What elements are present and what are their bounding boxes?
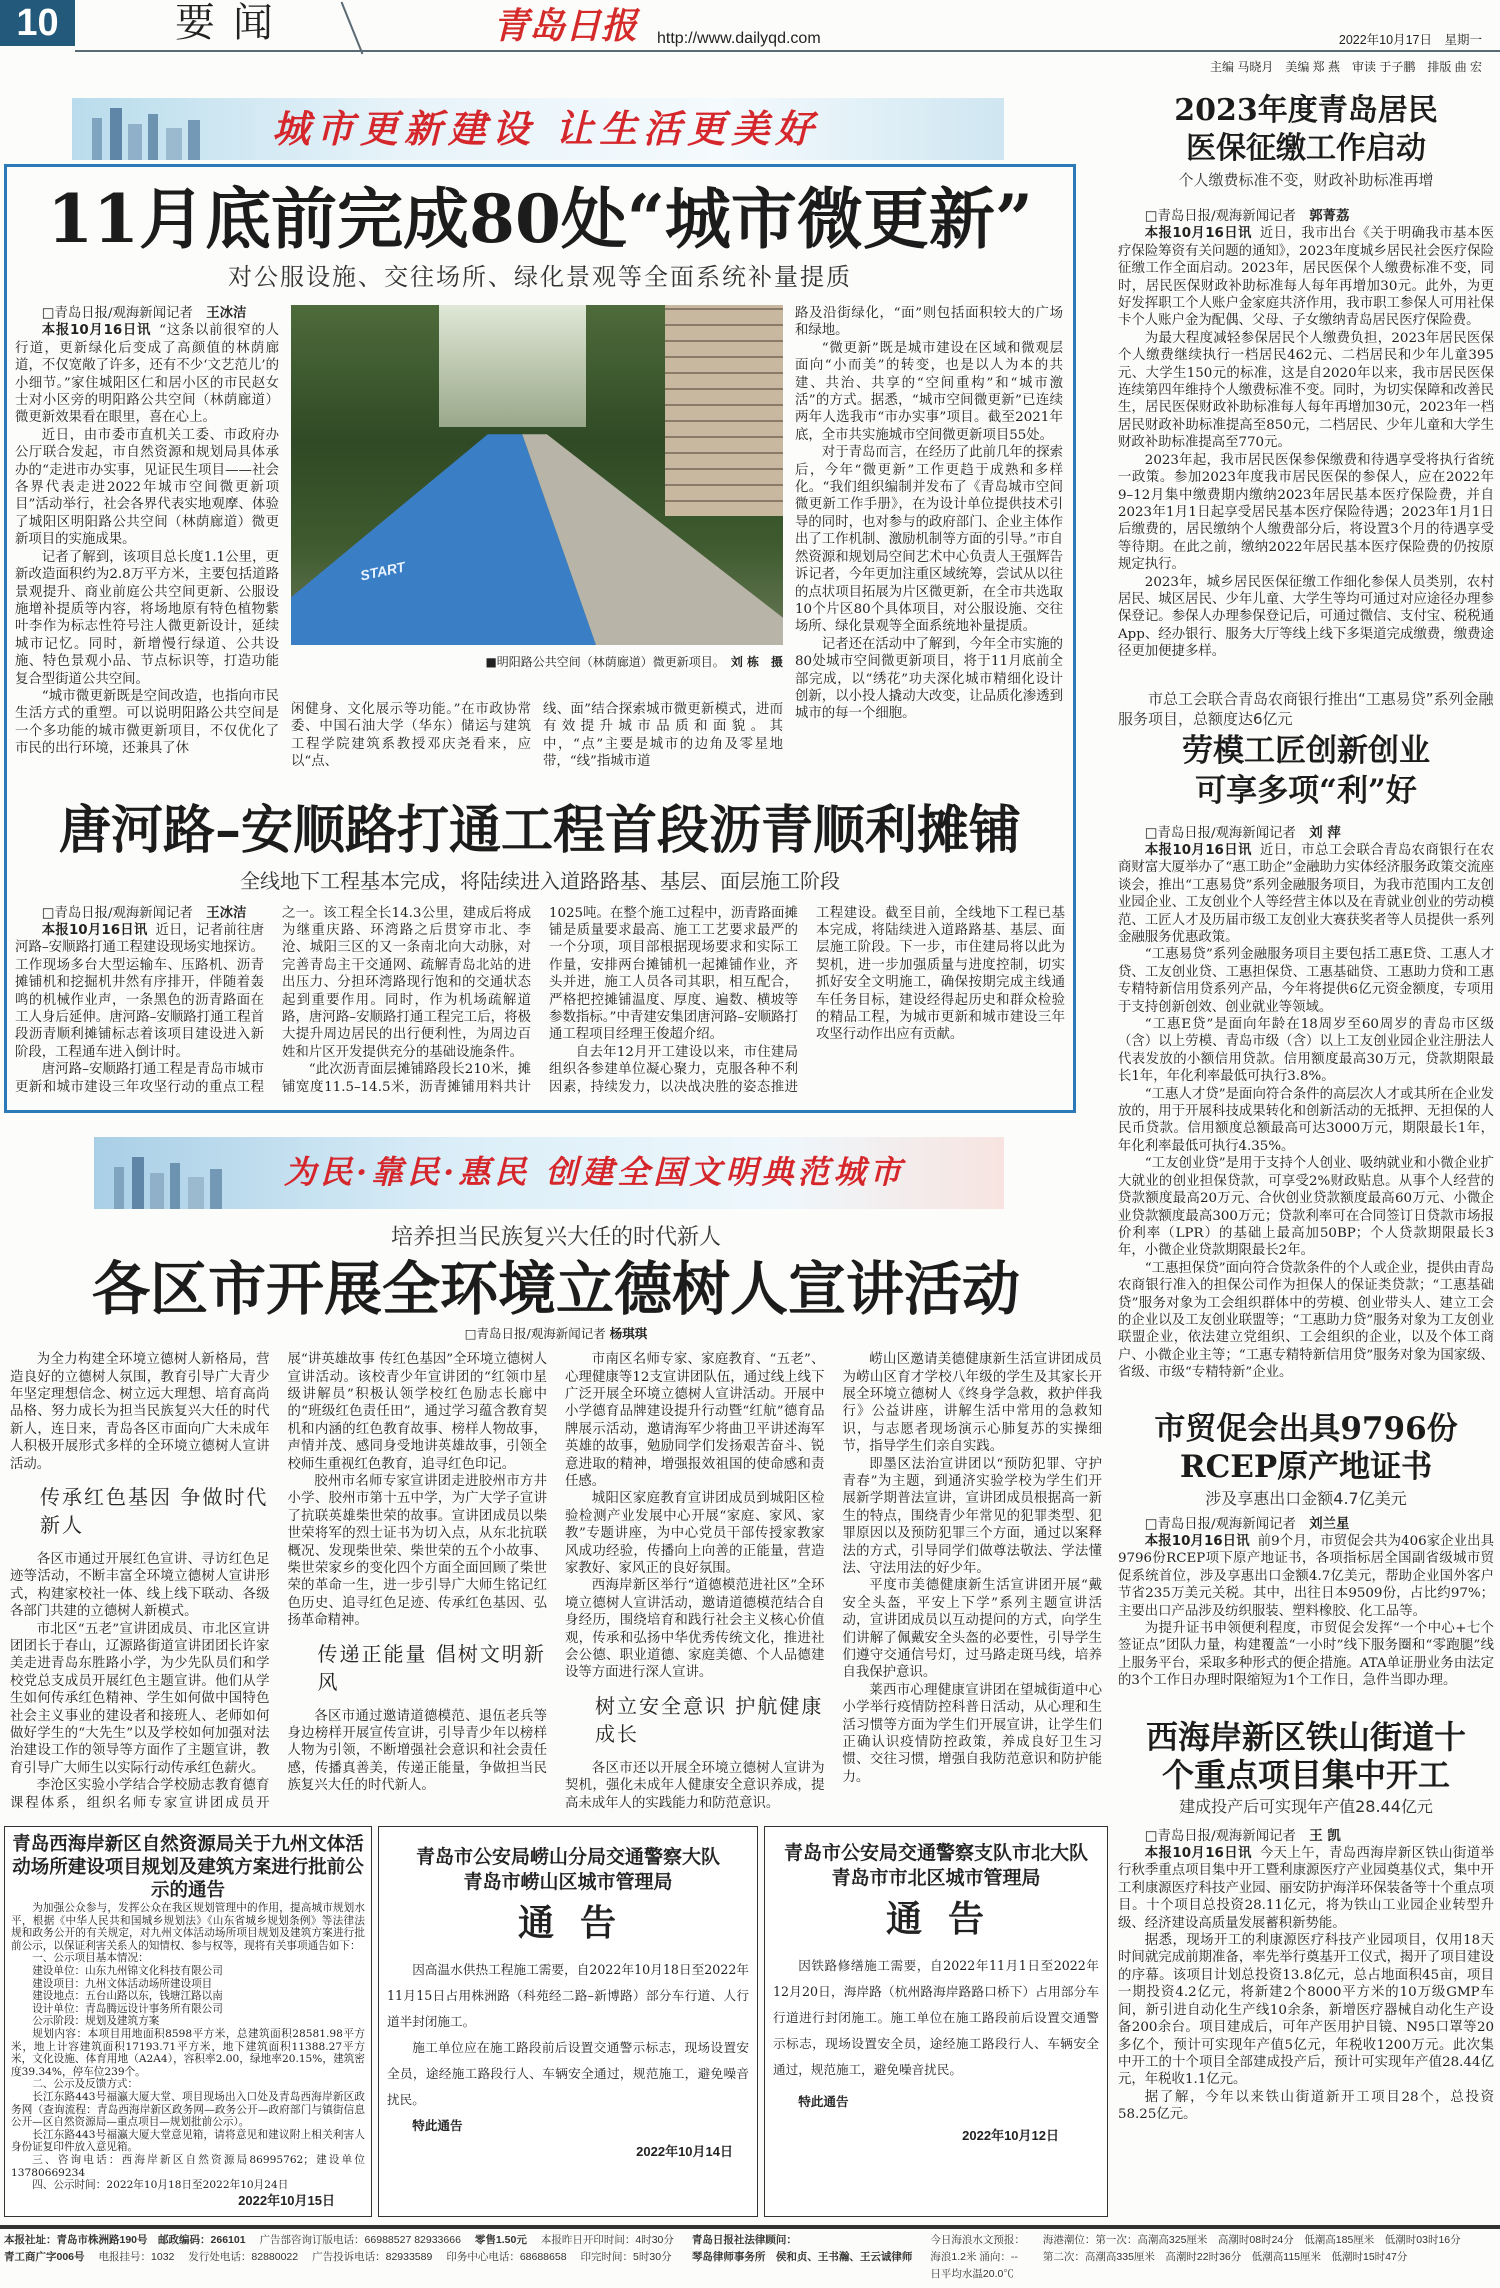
skyline-graphic [82,108,242,160]
footer-print-end: 印完时间：5时30分 [580,2250,672,2263]
sidebar-body [1118,946,1494,1381]
lead-text: 近日，市总工会联合青岛农商银行在农商财富大厦举办了“惠工助企”金融助力实体经济服务政策交流座谈会，推出“工惠易贷”系列金融服务项目，为我市范围内工友创业园企业、工友创业个人等经营主体以及在青就业创业的劳动模范、工匠人才及历届市级工友创业大赛获奖者等人员提供一系列金融服务优惠政策。 [1118,842,1494,945]
notice-closing: 特此通告 [798,2094,849,2110]
reporter-name: 王冰洁 [206,305,247,321]
paragraph: 线、面”结合探索城市微更新模式，进而有效提升城市品质和面貌。其中，“点”主要是城市的边角及零星地带，“线”指城市道 [543,702,783,770]
paragraph: 闲健身、文化展示等功能。”在市政协常委、中国石油大学（华东）储运与建筑工程学院建筑系教授邓庆尧看来，应以“点、 [291,702,531,770]
byline-prefix: □青岛日报/观海新闻记者 [1144,1516,1296,1532]
reporter-name: 刘兰星 [1309,1515,1350,1532]
sidebar-subtitle: 涉及享惠出口金额4.7亿美元 [1205,1488,1407,1508]
footer-water-temp: 日平均水温20.0℃ [930,2267,1014,2280]
paragraph: 市南区名师专家、家庭教育、“五老”、心理健康等12支宣讲团队伍，通过线上线下广泛开展全环境立德树人宣讲活动。开展中小学德育品牌建设提升行动暨“红航”德育品牌展示活动，邀请海军少将曲卫平讲述海军英雄的故事，勉励同学们发扬艰苦奋斗、锐意进取的精神，增强报效祖国的使命感和责任感。 [565,1352,825,1489]
lead-paragraph [15,322,279,426]
lead-paragraph [1118,842,1494,946]
dateline: 本报10月16日讯 [1144,1533,1250,1549]
photo-credit: 刘 栋 摄 [730,655,783,669]
main-article-photo-col [291,305,783,771]
sidebar-body [1118,1620,1494,1690]
masthead-divider [341,2,364,55]
paragraph: 三、咨询电话：西海岸新区自然资源局86995762；建设单位13780669234 [11,2153,365,2179]
paragraph: 记者了解到，该项目总长度1.1公里，更新改造面积约为2.8万平方米，主要包括道路景观提升、商业前庭公共空间更新、公服设施增补提质等内容，将场地原有特色植物紫叶李作为标志性符号注人微更新设计，延续城市记忆。同时，新增慢行绿道、公共设施、特色景观小品、节点标识等，打造功能复合型街道公共空间。 [15,549,279,687]
paragraph: 四、公示时间：2022年10月18日至2022年10月24日 [32,2179,289,2192]
col1-body [15,427,279,758]
sidebar-article-rcep [1118,1410,1494,1690]
paragraph: 建设单位：山东九州锦文化科技有限公司 [32,1965,223,1977]
byline-prefix: □青岛日报/观海新闻记者 [1144,1828,1296,1844]
notice-issuer: 青岛市崂山区城市管理局 [463,1871,673,1894]
road-subtitle: 全线地下工程基本完成，将陆续进入道路路基、基层、面层施工阶段 [240,868,840,893]
section-subheading: 传承红色基因 争做时代新人 [40,1484,269,1537]
paragraph: 市北区“五老”宣讲团成员、市北区宣讲团团长于春山，辽源路街道宣讲团团长许家美走进青岛东胜路小学，为少先队员们和学校党总支成员开展红色主题宣讲。他们从学生如何传承红色精神、学生如何做中国特色社会主义事业的建设者和接班人、老师如何做好学生的“大先生”以及学校如何加强对法治建设工作的领导等方面作了主题宣讲，教育引导广大师生以实际行动传承红色薪火。 [10,1621,270,1776]
paragraph: 长江东路443号福瀛大厦大堂、项目现场出入口处及青岛西海岸新区政务网（查询流程：青岛西海岸新区政务网—政务公开—政府部门与镇街信息公开—区自然资源局—重点项目—规划批前公示）。 [11,2090,365,2129]
notice-title: 通告 [885,1899,1010,1941]
paragraph: 即墨区法治宣讲团以“预防犯罪、守护青春”为主题，到通济实验学校为学生们开展新学期普法宣讲，宣讲团成员根据高一新生的特点，围绕青少年常见的犯罪类型、犯罪原因以及预防犯罪三个方面，通过以案释法的方式，引导同学们做尊法敬法、学法懂法、守法用法的好少年。 [842,1456,1102,1576]
section-subheading: 传递正能量 倡树文明新风 [317,1641,546,1694]
byline-prefix: □青岛日报/观海新闻记者 [41,306,193,321]
paragraph: 2023年，城乡居民医保征缴工作细化参保人员类别，农村居民、城区居民、少年儿童、大学生等均可通过对应途径办理参保登记。参保人办理参保登记后，可通过微信、支付宝、税税通App、经办银行、服务大厅等线上线下多渠道完成缴费，缴费途径更加便捷多样。 [1118,574,1494,660]
sidebar-article-medical-insurance [1118,92,1494,661]
masthead-rule [75,0,1500,52]
byline [4,1325,1108,1343]
education-body [4,1351,1108,1812]
footer-row [4,2250,674,2265]
byline [15,905,264,922]
sidebar-headline: 市贸促会出具9796份RCEP原产地证书 [1154,1410,1458,1485]
notice-issuer: 青岛市公安局崂山分局交通警察大队 [415,1846,720,1869]
paragraph: 为加强公众参与，发挥公众在我区规划管理中的作用，提高城市规划水平，根据《中华人民共和国城乡规划法》《山东省城乡规划条例》等法律法规和政务公开的有关规定，对九州文体活动场所项目规划及建筑方案进行批前公示，以保证利害关系人的知情权、参与权等，现将有关事项通告如下： [11,1902,365,1952]
notice-body [387,1957,749,2113]
paragraph: 近日，由市委市直机关工委、市政府办公厅联合发起，市自然资源和规划局具体承办的“走进市办实事，见证民生项目——社会各界代表走进2022年城市空间微更新项目”活动举行，社会各界代表实地观摩、体验了城阳区明阳路公共空间（林荫廊道）微更新项目的实施成果。 [15,427,279,548]
byline-prefix: □青岛日报/观海新闻记者 [41,905,193,921]
reporter-name: 郭菁荔 [1309,208,1350,224]
notice-date: 2022年10月15日 [238,2192,335,2208]
paragraph: 崂山区邀请美德健康新生活宣讲团成员为崂山区育才学校八年级的学生及其家长开展全环境立德树人《终身学急救，救护伴我行》公益讲座，讲解生活中常用的急救知识，与志愿者现场演示心肺复苏的实操细节，指导学生们亲自实践。 [842,1352,1102,1455]
footer [0,2225,1500,2288]
photo-caption [291,653,783,671]
paragraph: “工惠易贷”系列金融服务项目主要包括工惠E贷、工惠人才贷、工友创业贷、工惠担保贷、工惠基础贷、工惠助力贷和工惠专精特新信用贷系列产品，今年将提供6亿元资金额度，专项用于支持创新创效、创业就业等领域。 [1118,947,1494,1015]
footer-tide-1: 海港潮位：第一次：高潮高325厘米 高潮时08时24分 低潮高185厘米 低潮时03时16分 [1042,2233,1461,2246]
main-article-body [15,305,1065,771]
article-photo [291,305,783,645]
notice-title: 青岛西海岸新区自然资源局关于九州文体活动场所建设项目规划及建筑方案进行批前公示的通告 [12,1834,364,1902]
masthead [0,0,1500,92]
sidebar-article-tieshan [1118,1718,1494,2124]
section-subheading: 树立安全意识 护航健康成长 [595,1693,824,1746]
under-photo-left [291,701,531,771]
footer-ad-phone: 广告部咨询订版电话：66988527 82933666 [259,2233,461,2246]
lead-text: “这条以前很窄的人行道，更新绿化后变成了高颜值的林荫廊道，不仅宽敞了许多，还有不少‘文艺范儿’的小细节。”家住城阳区仁和居小区的市民赵女士对小区旁的明阳路公共空间（林荫廊道）微更新效果看在眼里，喜在心上。 [15,323,279,426]
sidebar-body [1118,330,1494,661]
footer-complaint: 广告投诉电话：82933589 [312,2250,433,2263]
footer-legal: 琴岛律师事务所 侯和贞、王书瀚、王云诚律师 [691,2250,913,2263]
notice-closing: 特此通告 [412,2118,463,2134]
dateline: 本报10月16日讯 [1144,1846,1252,1862]
paragraph: 为提升证书申领便利程度，市贸促会发挥“一个中心+七个签证点”团队力量，构建覆盖“一小时”线下服务圈和“零跑腿”线上服务平台，采取多种形式的便企措施。ATA单证册业务由法定的3个工作日办理时限缩短为1个工作日，急件当即办理。 [1118,1621,1494,1689]
issue-date: 2022年10月17日 星期一 [1338,33,1482,47]
footer-address: 本报社址：青岛市株洲路190号 邮政编码：266101 [4,2233,246,2246]
paragraph: 建设项目：九州文体活动场所建设项目 [32,1977,213,1990]
paragraph: 各区市还以开展全环境立德树人宣讲为契机，强化未成年人健康安全意识养成，提高未成年人的实践能力和防范意识。 [565,1760,825,1811]
website-url[interactable]: http://www.dailyqd.com [657,30,821,47]
paragraph: 规划内容：本项目用地面积8598平方米，总建筑面积28581.98平方米，地上计容建筑面积17193.71平方米，地下建筑面积11388.27平方米，文化设施、体育用地（A2A4），容积率2.00，绿地率20.15%，建筑密度39.34%，停车位239个。 [11,2027,365,2078]
footer-wave: 海浪1.2米 涌向：-- [930,2250,1018,2263]
education-headline: 各区市开展全环境立德树人宣讲活动 [91,1255,1020,1324]
sidebar-headline: 2023年度青岛居民医保征缴工作启动 [1174,93,1438,166]
caption-text: ■明阳路公共空间（林荫廊道）微更新项目。 [485,655,725,669]
notice-laoshan-traffic [378,1826,758,2217]
education-kicker: 培养担当民族复兴大任的时代新人 [390,1225,721,1251]
paragraph: 胶州市名师专家宣讲团走进胶州市方井小学、胶州市第十五中学，为广大学子宣讲了抗联英雄柴世荣的故事。宣讲团成员以柴世荣将军的烈士证书为切入点，从东北抗联概况、发现柴世荣、柴世荣的五个小故事、柴世荣家乡的变化四个方面全面回顾了柴世荣的革命一生，进一步引导广大师生铭记红色历史、追寻红色足迹、传承红色基因、弘扬革命精神。 [287,1473,547,1629]
paragraph: 莱西市心理健康宣讲团在望城街道中心小学举行疫情防控科普日活动，从心理和生活习惯等方面为学生们开展宣讲，让学生们正确认识疫情防控政策，养成良好卫生习惯、交往习惯，增强自我防范意识和防护能力。 [842,1682,1102,1785]
paragraph: 平度市美德健康新生活宣讲团开展“戴安全头盔，平安上下学”系列主题宣讲活动，宣讲团成员以互动提问的方式，向学生们讲解了佩戴安全头盔的必要性，引导学生们遵守交通信号灯，过马路走斑马线，培养自我保护意识。 [842,1578,1102,1681]
lead-paragraph [1118,1533,1494,1620]
byline [1118,1516,1494,1533]
paragraph: “工友创业贷”是用于支持个人创业、吸纳就业和小微企业扩大就业的创业担保贷款，可享受2%财政贴息。从事个人经营的贷款额度最高20万元、合伙创业贷款额度最高60万元、小微企业贷款额度最高300万元；贷款利率可在合同签订日贷款市场报价利率（LPR）的基础上最高加50BP；个人贷款期限最长3年，小微企业贷款期限最长2年。 [1118,1156,1494,1259]
footer-wave-title: 今日海浪水文预报： [930,2233,1025,2246]
main-headline: 11月底前完成80处“城市微更新” [47,180,1033,258]
paragraph: 李沧区实验小学结合学校励志教育德育课程体系，组织名师专家宣讲团成员开展“讲英雄故事 传红色基因”全环境立德树人宣讲活动。该校青少年宣讲团的“红领巾星级讲解员”积极认领学校红色励志长廊中的“班级红色责任田”，通过学习蕴含教育契机和内涵的红色教育故事、榜样人物故事，声情并茂、感同身受地讲英雄故事，引领全校师生重视红色教育，追寻红色印记。 [10,1352,547,1811]
sidebar-subtitle: 建成投产后可实现年产值28.44亿元 [1179,1796,1433,1816]
footer-legal-title: 青岛日报社法律顾问： [691,2233,797,2246]
notice-title: 通告 [517,1903,642,1945]
sidebar-article-union-loans [1118,689,1494,1382]
footer-row [4,2233,674,2248]
paragraph: 据悉，现场开工的利康源医疗科技产业园项目，仅用18天时间就完成前期准备，率先举行奠基开工仪式，揭开了项目建设的序幕。该项目计划总投资13.8亿元，总占地面积45亩，项目一期投资4.2亿元，将新建2个8000平方米的10万级GMP车间，新引进自动化生产线10余条，新增医疗器械自动化生产设备200余台。项目建成后，可年产医用护目镜、N95口罩等20多亿个，预计可实现年产值5亿元，年税收1200万元。此次集中开工的十个项目全部建成投产后，预计可实现年产值28.44亿元，年税收1.1亿元。 [1118,1933,1494,2088]
lead-text: 前9个月，市贸促会共为406家企业出具9796份RCEP项下原产地证书，各项指标居全国副省级城市贸促系统首位，涉及享惠出口金额4.7亿美元，帮助企业国外客户节省235万美元关税。其中，出往日本9509份，占比约97%；主要出口产品涉及纺织服装、塑料橡胶、化工品等。 [1118,1533,1494,1619]
dateline: 本报10月16日讯 [41,323,152,339]
notice-issuer: 青岛市市北区城市管理局 [831,1867,1041,1890]
footer-license: 青工商广字006号 [4,2250,85,2263]
paragraph: 长江东路443号福瀛大厦大堂意见箱，请将意见和建议附上相关利害人身份证复印件放入意见箱。 [11,2128,365,2154]
lead-text: 今天上午，青岛西海岸新区铁山街道举行秋季重点项目集中开工暨利康源医疗产业园奠基仪式，集中开工利康源医疗科技产业园、丽安防护海洋环保装备等十个重点项目。十个项目总投资28.11亿元，将为铁山工业园企业转型升级、经济建设高质量发展蓄积新势能。 [1118,1846,1494,1931]
footer-tide-info [1043,2233,1461,2282]
reporter-name: 王 凯 [1309,1827,1341,1844]
sidebar-kicker: 市总工会联合青岛农商银行推出“工惠易贷”系列金融服务项目，总额度达6亿元 [1118,689,1494,728]
sidebar-headline: 劳模工匠创新创业可享多项“利”好 [1182,732,1430,809]
sidebar [1118,92,1494,2152]
lead-text: 近日，我市出台《关于明确我市基本医疗保险筹资有关问题的通知》，2023年度城乡居民社会医疗保险征缴工作全面启动。2023年，居民医保个人缴费标准不变，同时，居民医保财政补助标准每人每年再增加30元。此外，为更好发挥职工个人账户金家庭共济作用，我市职工参保人可用社保卡个人账户金为配偶、父母、子女缴纳青岛居民医疗保险费。 [1118,226,1494,329]
paragraph: 因铁路修缮施工需要，自2022年11月1日至2022年12月20日，海岸路（杭州路海岸路路口桥下）占用部分车行道进行封闭施工。施工单位在施工路段前后设置交通警示标志，现场设置安全员，途经施工路段行人、车辆安全通过，规范施工，避免噪音扰民。 [773,1958,1099,2078]
paragraph: 因高温水供热工程施工需要，自2022年10月18日至2022年11月15日占用株洲路（科苑经二路–新博路）部分车行道、人行道半封闭施工。 [387,1962,749,2030]
paragraph: 建设地点：五台山路以东，钱塘江路以南 [32,1990,223,2003]
photo-building [665,305,783,516]
paragraph: 设计单位：青岛腾远设计事务所有限公司 [32,2002,223,2015]
notice-body [11,1902,365,2192]
paragraph: 城阳区家庭教育宣讲团成员到城阳区检验检测产业发展中心开展“家庭、家风、家教”专题讲座，为中心党员干部传授家教家风成功经验，传播向上向善的正能量，营造家教好、家风正的良好氛围。 [565,1491,825,1576]
urban-renewal-banner [72,98,1004,160]
lead-paragraph [1118,225,1494,329]
main-subtitle: 对公服设施、交往场所、绿化景观等全面系统补量提质 [228,263,852,291]
footer-print-center: 印务中心电话：68688658 [446,2250,567,2263]
skyline-graphic [104,1157,244,1209]
dateline: 本报10月16日讯 [1144,226,1252,242]
paragraph: 施工单位应在施工路段前后设置交通警示标志，现场设置安全员，途经施工路段行人、车辆安全通过，规范施工，避免噪音扰民。 [387,2040,749,2108]
footer-weather-info [930,2233,1025,2282]
paragraph: 2023年起，我市居民医保参保缴费和待遇享受将执行省统一政策。参加2023年度我市居民医保的参保人，应在2022年9–12月集中缴费期内缴纳2023年居民基本医疗保险费，并自2023年1月1日起享受居民基本医疗保险待遇；2023年1月1日后缴费的，居民缴纳个人缴费部分后，将设置3个月的待遇享受等待期。在此之前，缴纳2022年居民基本医疗保险费的仍按原规定执行。 [1118,452,1494,573]
footer-publisher-info [4,2233,674,2282]
byline-prefix: □青岛日报/观海新闻记者 [1144,209,1296,224]
notice-body [773,1953,1099,2083]
paragraph: 据了解，今年以来铁山街道新开工项目28个，总投资58.25亿元。 [1118,2089,1494,2123]
banner-slogan: 城市更新建设 让生活更美好 [272,106,820,151]
paragraph: 各区市通过邀请道德模范、退伍老兵等身边榜样开展宣传宣讲，引导青少年以榜样人物为引领，不断增强社会意识和社会责任感，传播真善美，传递正能量，争做担当民族复兴大任的时代新人。 [287,1708,547,1794]
main-article-col1 [15,305,279,771]
paragraph: 为最大程度减轻参保居民个人缴费负担，2023年居民医保个人缴费继续执行一档居民462元、二档居民和少年儿童395元、大学生150元的标准，这是自2020年以来，我市居民医保连续第四年维持个人缴费标准不变。同时，为切实保障和改善民生，居民医保财政补助标准每人每年再增加30元，2023年一档居民财政补助标准提高至850元，二档居民、少年儿童和大学生财政补助标准提高至770元。 [1118,330,1494,451]
dateline: 本报10月16日讯 [1144,842,1252,858]
photo-lane-marking: START [358,558,407,584]
byline [1118,825,1494,842]
paragraph: 为全力构建全环境立德树人新格局，营造良好的立德树人氛围，教育引导广大青少年坚定理想信念、树立远大理想、培育高尚品格、努力成长为担当民族复兴大任的时代新人，连日来，青岛各区市面向广大未成年人积极开展形式多样的全环境立德树人宣讲活动。 [10,1352,270,1472]
footer-price: 零售1.50元 [474,2233,527,2246]
notice-planning-announcement [4,1826,372,2217]
paragraph: 记者还在活动中了解到，今年全市实施的80处城市空间微更新项目，将于11月底前全部完成，以“绣花”功夫深化城市精细化设计创新，以小投人撬动大改变，让品质化渗透到城市的每一个细胞。 [795,636,1063,722]
footer-print-start: 本报昨日开印时间：4时30分 [540,2233,674,2246]
editor-credits: 主编 马晓月 美编 郑 燕 审读 于子鹏 排版 曲 宏 [1209,60,1482,74]
notice-date: 2022年10月12日 [962,2128,1059,2144]
main-news-area [4,92,1108,2217]
civilization-banner [94,1137,1004,1209]
paragraph: “微更新”既是城市建设在区域和微观层面向“小而美”的转变，也是以人为本的共建、共治、共享的“空间重构”和“城市激活”的方式。据悉，“城市空间微更新”已连续两年人选我市“市办实事”项目。截至2021年底，全市共实施城市空间微更新项目55处。 [795,340,1063,443]
paragraph: 公示阶段：规划及建筑方案 [32,2015,160,2028]
section-title: 要闻 [175,0,291,46]
footer-tide-2: 第二次：高潮高335厘米 高潮时22时36分 低潮高115厘米 低潮时15时47分 [1042,2250,1408,2263]
paragraph: 对于青岛而言，在经历了此前几年的探索后，今年“微更新”工作更趋于成熟和多样化。“我们组织编制并发布了《青岛城市空间微更新工作手册》，在为设计单位提供技术引导的同时，也对参与的政府部门、企业主体作出了工作机制、激励机制等方面的引导。”市自然资源和规划局空间艺术中心负责人王强辉告诉记者，今年更加注重区域统筹，尝试从以往的点状项目拓展为片区微更新，在全市共选取10个片区80个具体项目，对公服设施、交往场所、绿化景观等全面系统地补量提质。 [795,445,1063,635]
paragraph: “此次沥青面层摊铺路段长210米，摊铺宽度11.5–14.5米，沥青摊铺用料共计1025吨。在整个施工过程中，沥青路面摊铺是质量要求最高、施工工艺要求最严的一个分项，项目部根据现场要求和实际工作量，安排两台摊铺机一起摊铺作业，齐头并进，施工人员各司其职，相互配合，严格把控摊铺温度、厚度、遍数、横坡等参数指标。”中青建安集团唐河路–安顺路打通工程项目经理王俊超介绍。 [282,905,798,1095]
footer-telegraph: 电报挂号：1032 [98,2250,175,2263]
paragraph: 一、公示项目基本情况： [32,1952,149,1965]
byline [15,305,279,322]
footer-distribution: 发行处电话：82880022 [188,2250,299,2263]
under-photo-right [543,701,783,771]
byline-prefix: □青岛日报/观海新闻记者 [464,1326,606,1342]
paragraph: 唐河路–安顺路打通工程是青岛市城市更新和城市建设三年攻坚行动的重点工程之一。该工程全长14.3公里，建成后将成为继重庆路、环湾路之后贯穿市北、李沧、城阳三区的又一条南北向大动脉，对完善青岛主干交通网、疏解青岛北站的进出压力、分担环湾路现行饱和的交通状态起到重要作用。同时，作为机场疏解道路，唐河路–安顺路打通工程完工后，将极大提升周边居民的出行便利性，为周边百姓和片区开发提供充分的基础设施条件。 [15,905,531,1095]
paragraph: “工惠担保贷”面向符合贷款条件的个人或企业，提供由青岛农商银行准入的担保公司作为担保人的保证类贷款；“工惠基础贷”服务对象为工会组织群体中的劳模、创业带头人、建立工会的企业以及工友创业联盟等；“工惠助力贷”服务对象为工友创业联盟企业，依法建立党组织、工会组织的企业，以及个体工商户、小微企业主等；“工惠专精特新信用贷”服务对象为国家级、省级、市级“专精特新”企业。 [1118,1260,1494,1381]
footer-legal-info [692,2233,913,2282]
paragraph: 二、公示及反馈方式： [32,2078,139,2091]
under-photo-text [291,701,783,771]
paragraph: “工惠人才贷”是面向符合条件的高层次人才或其所在企业发放的，用于开展科技成果转化和创新活动的无抵押、无担保的人民币贷款。信用额度总额最高可达3000万元，期限最长1年，年化利率最低可执行4.35%。 [1118,1086,1494,1154]
lead-text: 近日，记者前往唐河路–安顺路打通工程建设现场实地探访。工作现场多台大型运输车、压路机、沥青摊铺机和挖掘机井然有序排开，伴随着轰鸣的机械作业声，一条黑色的沥青路面在工人身后延伸。唐河路–安顺路打通工程首段沥青顺利摊铺标志着该项目建设进入新阶段，工程通车进入倒计时。 [15,923,264,1060]
sidebar-headline: 西海岸新区铁山街道十个重点项目集中开工 [1145,1717,1466,1794]
reporter-name: 刘 萍 [1309,824,1341,841]
newspaper-logo: 青岛日报 [493,5,638,47]
sidebar-body [1118,1932,1494,2123]
page-number: 10 [0,0,75,46]
feature-frame [4,164,1076,1113]
byline-prefix: □青岛日报/观海新闻记者 [1144,825,1296,841]
reporter-name: 杨琪琪 [609,1326,648,1342]
paragraph: 路及沿街绿化，“面”则包括面积较大的广场和绿地。 [795,306,1063,339]
paragraph: “工惠E贷”是面向年龄在18周岁至60周岁的青岛市区级（含）以上劳模、青岛市级（含）以上工友创业园企业注册法人代表发放的小额信用贷款。信用额度最高30万元，贷款期限最长1年，年化利率最低可执行3.8%。 [1118,1017,1494,1085]
page-body [0,92,1500,2217]
notice-date: 2022年10月14日 [636,2144,733,2160]
notices-row [4,1826,1108,2217]
lead-paragraph [1118,1845,1494,1932]
byline [1118,1828,1494,1845]
sidebar-subtitle: 个人缴费标准不变，财政补助标准再增 [1178,171,1434,189]
dateline: 本报10月16日讯 [41,923,148,939]
notice-issuer: 青岛市公安局交通警察支队市北大队 [783,1842,1088,1865]
photo-sky [439,305,587,427]
lead-paragraph [15,922,264,1061]
main-article-right-col [795,305,1063,771]
road-article-body [15,905,1065,1096]
paragraph: 各区市通过开展红色宣讲、寻访红色足迹等活动，不断丰富全环境立德树人宣讲形式，构建家校社一体、线上线下联动、各级各部门共建的立德树人新模式。 [10,1551,270,1620]
paragraph: “城市微更新既是空间改造，也指向市民生活方式的重塑。可以说明阳路公共空间是一个多功能的城市微更新项目，不仅优化了市民的出行环境，还兼具了休 [15,688,279,757]
reporter-name: 王冰洁 [206,904,247,921]
notice-shibei-traffic [764,1826,1108,2217]
byline [1118,208,1494,225]
paragraph: 自去年12月开工建设以来，市住建局组织各参建单位凝心聚力，克服各种不利因素，持续发力，以决战决胜的姿态推进工程建设。截至目前，全线地下工程已基本完成，将陆续进入道路路基、基层、面层施工阶段。下一步，市住建局将以此为契机，进一步加强质量与进度控制，切实抓好安全文明施工，确保按期完成主线通车任务目标，建设经得起历史和群众检验的精品工程，为城市更新和城市建设三年攻坚行动作出应有贡献。 [549,905,1065,1095]
banner-slogan: 为民·靠民·惠民 创建全国文明典范城市 [284,1153,906,1192]
road-headline: 唐河路–安顺路打通工程首段沥青顺利摊铺 [58,799,1021,861]
paragraph: 西海岸新区举行“道德模范进社区”全环境立德树人宣讲活动，邀请道德模范结合自身经历，围绕培育和践行社会主义核心价值观，传承和弘扬中华优秀传统文化，推进社会公德、职业道德、家庭美德、个人品德建设等方面进行深人宣讲。 [565,1578,825,1681]
